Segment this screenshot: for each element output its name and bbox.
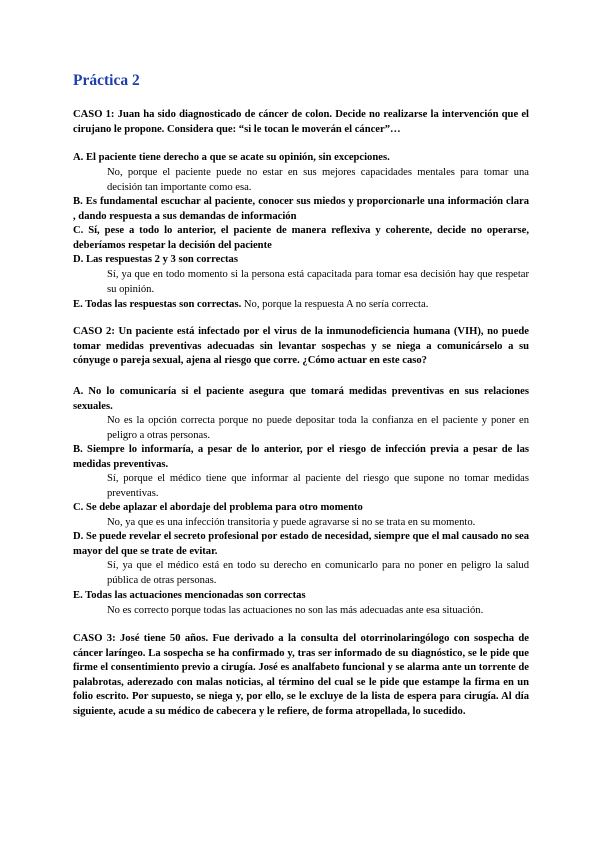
caso1-question: CASO 1: Juan ha sido diagnosticado de cáncer de colon. Decide no realizarse la intervención que el cirujano le propone. Considera que: “si le tocan le moverán el cáncer”…	[73, 109, 529, 135]
caso2-answer-e: No es correcto porque todas las actuaciones no son las más adecuadas ante esa situación.	[107, 605, 484, 616]
caso1-answer-a: No, porque el paciente puede no estar en sus mejores capacidades mentales para tomar una decisión tan importante como esa.	[107, 167, 529, 193]
caso2-answer-d: Sí, ya que el médico está en todo su derecho en comunicarlo para no poner en peligro la salud pública de otras personas.	[107, 560, 529, 586]
caso2-option-c: C. Se debe aplazar el abordaje del problema para otro momento	[73, 502, 363, 513]
caso2-option-d: D. Se puede revelar el secreto profesional por estado de necesidad, siempre que el mal causado no sea mayor del que se trate de evitar.	[73, 531, 529, 557]
caso2-question: CASO 2: Un paciente está infectado por el virus de la inmunodeficiencia humana (VIH), no puede tomar medidas preventivas adecuadas sin levantar sospechas y se niega a comunicárselo a su cónyuge o pareja sexual, ajena al riesgo que corre. ¿Cómo actuar en este caso?	[73, 326, 529, 366]
caso1-option-e	[73, 298, 529, 313]
caso1-answer-d: Sí, ya que en todo momento si la persona está capacitada para tomar esa decisión hay que respetar su opinión.	[107, 269, 529, 295]
caso1-option-e-label: E. Todas las respuestas son correctas.	[73, 299, 242, 310]
page-title: Práctica 2	[73, 72, 140, 89]
caso2-answer-c: No, ya que es una infección transitoria y puede agravarse si no se trata en su momento.	[107, 517, 476, 528]
caso2-answer-b: Sí, porque el médico tiene que informar al paciente del riesgo que supone no tomar medidas preventivas.	[107, 473, 529, 499]
caso2-option-a: A. No lo comunicaría si el paciente asegura que tomará medidas preventivas en sus relaciones sexuales.	[73, 386, 529, 412]
caso1-option-b: B. Es fundamental escuchar al paciente, conocer sus miedos y proporcionarle una información clara , dando respuesta a sus demandas de información	[73, 196, 529, 222]
caso3-question: CASO 3: José tiene 50 años. Fue derivado a la consulta del otorrinolaringólogo con sospecha de cáncer laríngeo. La sospecha se ha confirmado y, tras ser informado de su diagnóstico, se le pide que firme el consentimiento previo a cirugía. José es analfabeto funcional y se alarma ante un torrente de palabrotas, aderezado con malas noticias, al término del cual se le pide que estampe la firma en un folio escrito. Por supuesto, se niega y, por ello, se le excluye de la lista de espera para cirugía. Al día siguiente, acude a su médico de cabecera y le refiere, de forma atropellada, lo sucedido.	[73, 633, 529, 717]
caso2-option-b: B. Siempre lo informaría, a pesar de lo anterior, por el riesgo de infección previa a pesar de las medidas preventivas.	[73, 444, 529, 470]
caso1-answer-e: No, porque la respuesta A no sería correcta.	[243, 299, 429, 310]
caso1-option-d: D. Las respuestas 2 y 3 son correctas	[73, 254, 238, 265]
caso2-answer-a: No es la opción correcta porque no puede depositar toda la confianza en el paciente y poner en peligro a otras personas.	[107, 415, 529, 441]
caso1-option-c: C. Sí, pese a todo lo anterior, el paciente de manera reflexiva y coherente, decide no operarse, deberíamos respetar la decisión del paciente	[73, 225, 529, 251]
caso1-option-a: A. El paciente tiene derecho a que se acate su opinión, sin excepciones.	[73, 152, 390, 163]
caso2-option-e: E. Todas las actuaciones mencionadas son correctas	[73, 590, 306, 601]
